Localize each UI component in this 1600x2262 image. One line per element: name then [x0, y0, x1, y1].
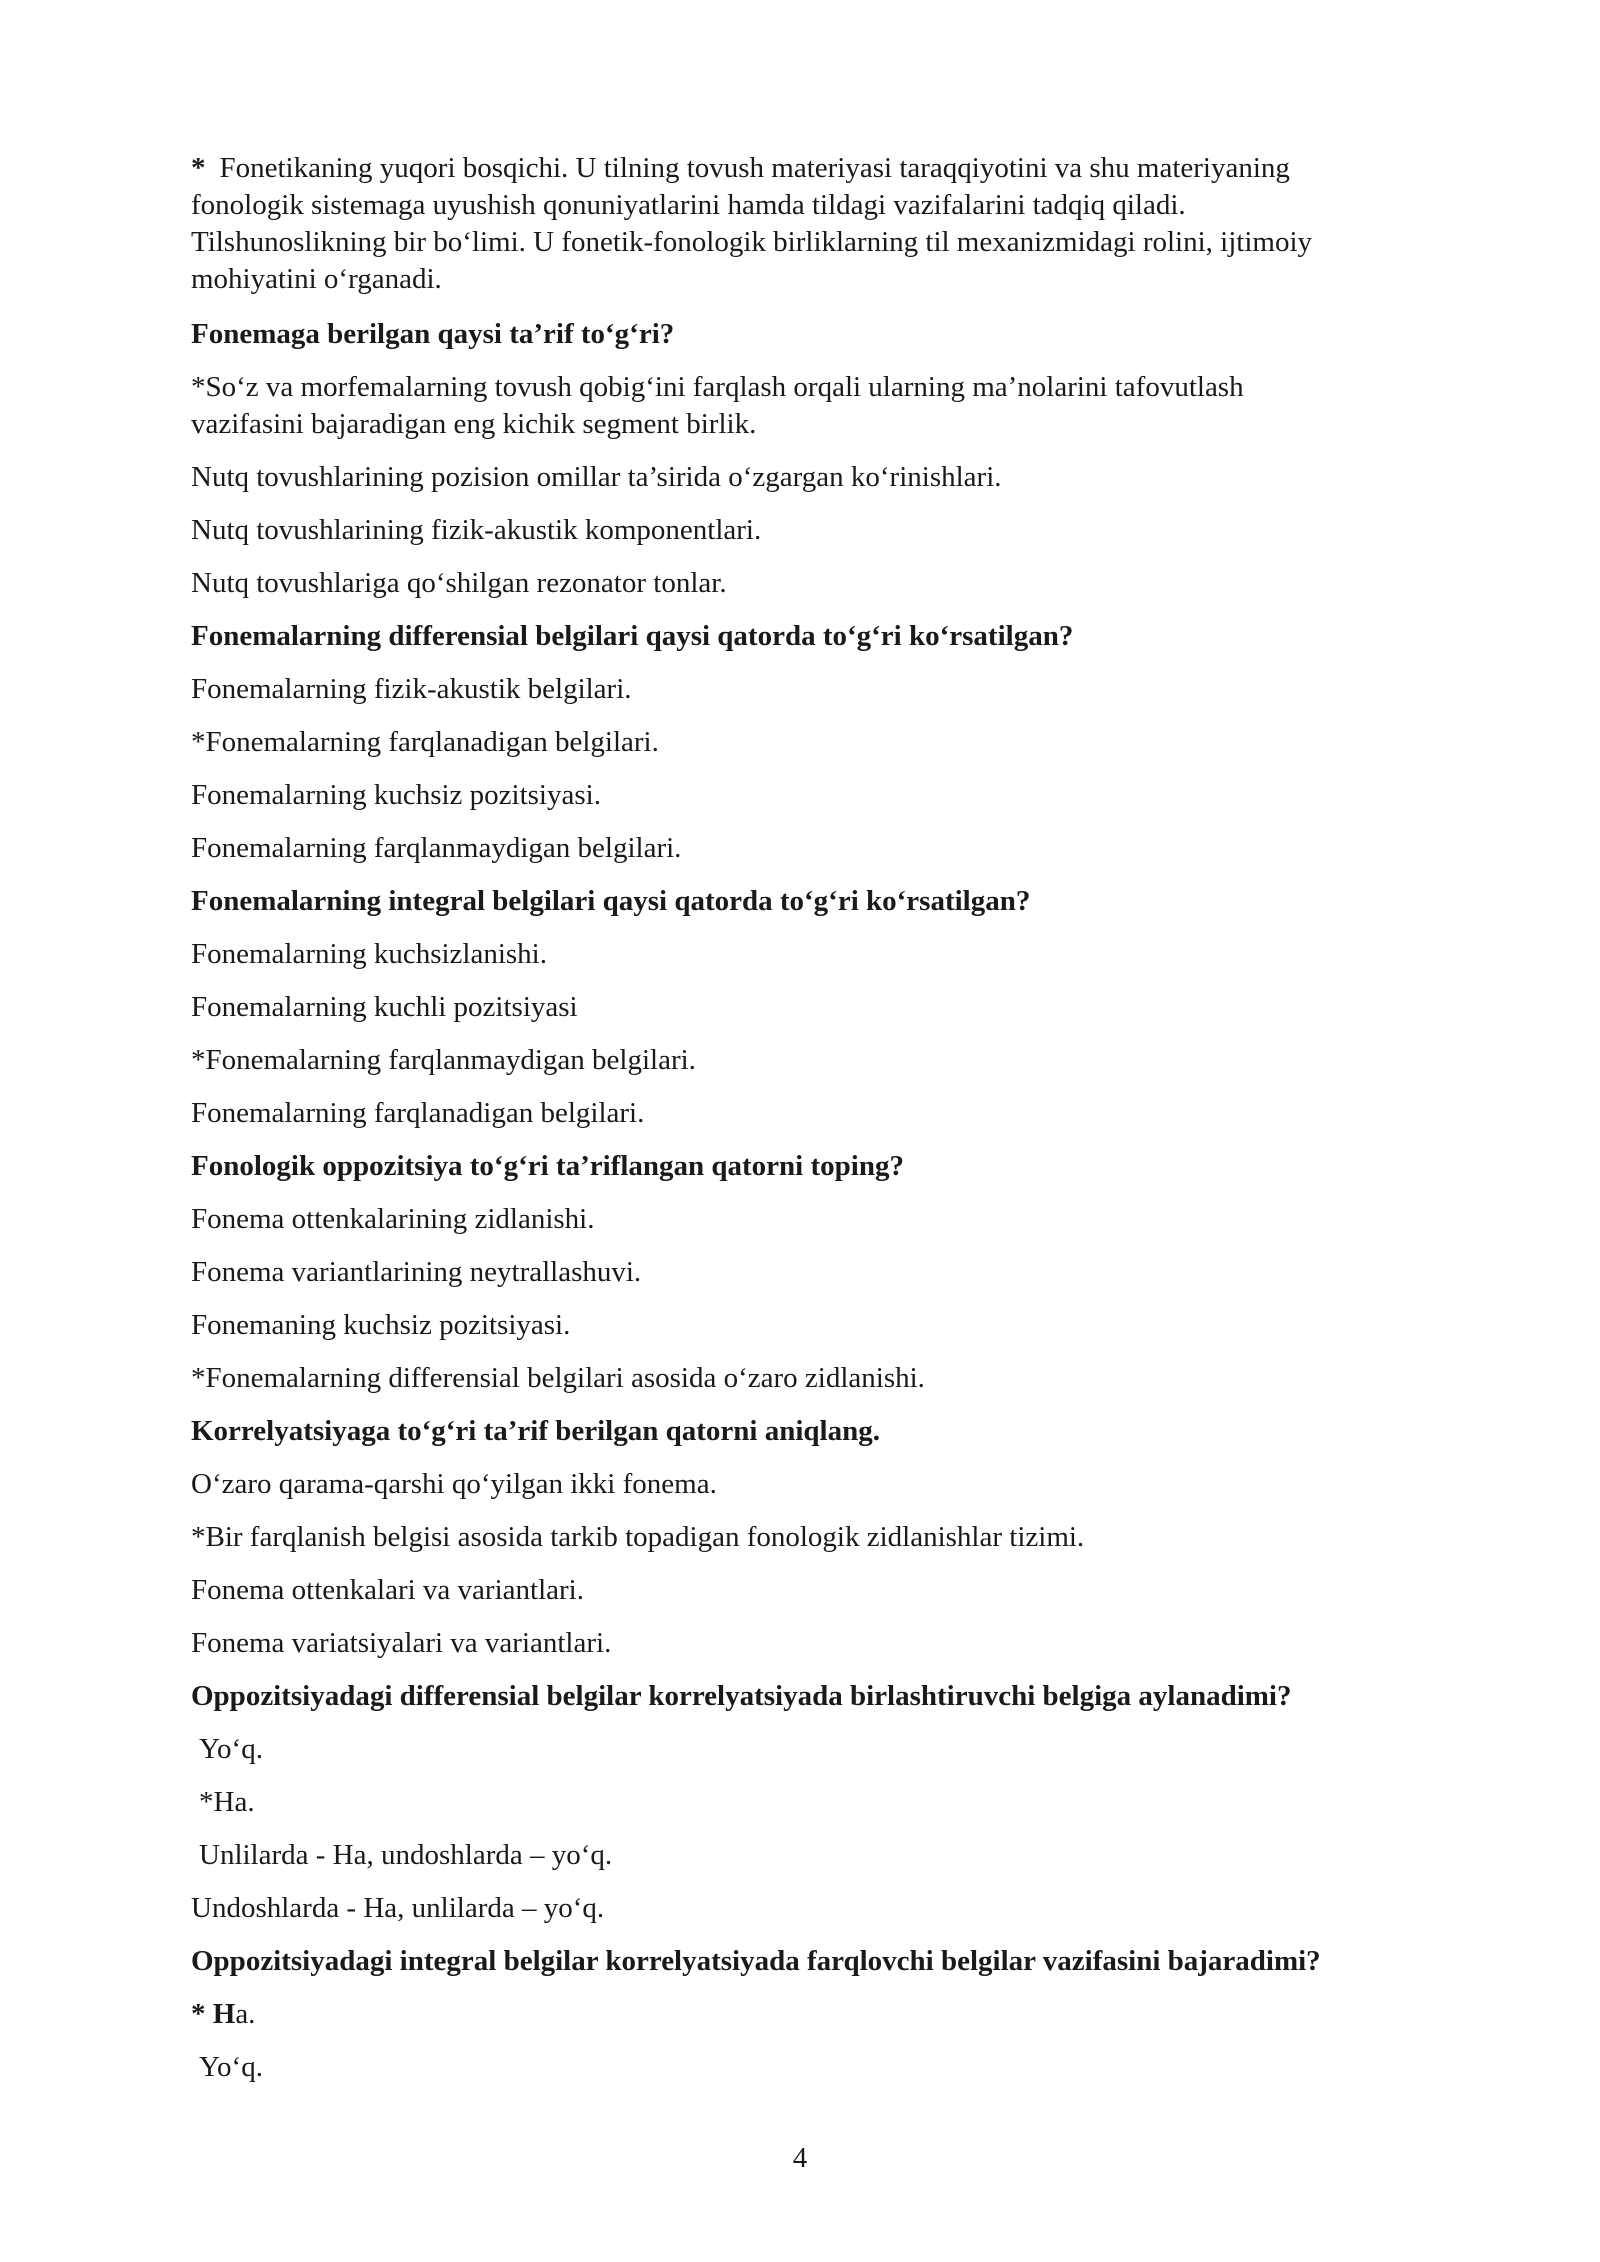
q2-answer-2: *Fonemalarning farqlanadigan belgilari.	[191, 726, 659, 758]
q7-answer-1-rest: a.	[235, 1998, 256, 2030]
q2-answer-4: Fonemalarning farqlanmaydigan belgilari.	[191, 832, 682, 864]
q4-answer-1: Fonema ottenkalarining zidlanishi.	[191, 1203, 595, 1235]
intro-line-1	[191, 150, 1481, 187]
q2-answer-1: Fonemalarning fizik-akustik belgilari.	[191, 673, 632, 705]
q3-answer-3: *Fonemalarning farqlanmaydigan belgilari.	[191, 1044, 696, 1076]
q2-answer-3: Fonemalarning kuchsiz pozitsiyasi.	[191, 779, 601, 811]
intro-star: *	[191, 152, 206, 184]
q5-answer-1: O‘zaro qarama-qarshi qo‘yilgan ikki fonema.	[191, 1468, 717, 1500]
intro-paragraph	[191, 150, 1481, 298]
question-3: Fonemalarning integral belgilari qaysi qatorda to‘g‘ri ko‘rsatilgan?	[191, 885, 1031, 917]
intro-line-2: fonologik sistemaga uyushish qonuniyatlarini hamda tildagi vazifalarini tadqiq qiladi.	[191, 189, 1186, 221]
q1-answer-2: Nutq tovushlarining pozision omillar ta’sirida o‘zgargan ko‘rinishlari.	[191, 461, 1002, 493]
document-page	[191, 150, 1481, 2102]
question-7: Oppozitsiyadagi integral belgilar korrelyatsiyada farqlovchi belgilar vazifasini bajaradimi?	[191, 1945, 1321, 1977]
question-4: Fonologik oppozitsiya to‘g‘ri ta’riflangan qatorni toping?	[191, 1150, 904, 1182]
q5-answer-4: Fonema variatsiyalari va variantlari.	[191, 1627, 612, 1659]
q6-answer-1: Yo‘q.	[199, 1733, 263, 1765]
q3-answer-1: Fonemalarning kuchsizlanishi.	[191, 938, 547, 970]
q1-answer-1-line-1: *So‘z va morfemalarning tovush qobig‘ini farqlash orqali ularning ma’nolarini tafovutlash	[191, 371, 1244, 403]
question-2: Fonemalarning differensial belgilari qaysi qatorda to‘g‘ri ko‘rsatilgan?	[191, 620, 1074, 652]
q4-answer-2: Fonema variantlarining neytrallashuvi.	[191, 1256, 642, 1288]
q3-answer-2: Fonemalarning kuchli pozitsiyasi	[191, 991, 578, 1023]
question-6: Oppozitsiyadagi differensial belgilar korrelyatsiyada birlashtiruvchi belgiga aylanadimi?	[191, 1680, 1292, 1712]
intro-line-3: Tilshunoslikning bir bo‘limi. U fonetik-fonologik birliklarning til mexanizmidagi rolini, ijtimoiy	[191, 226, 1313, 258]
q5-answer-2: *Bir farqlanish belgisi asosida tarkib topadigan fonologik zidlanishlar tizimi.	[191, 1521, 1085, 1553]
question-1: Fonemaga berilgan qaysi ta’rif to‘g‘ri?	[191, 318, 675, 350]
intro-line-4: mohiyatini o‘rganadi.	[191, 263, 442, 295]
q7-answer-1-bold: * H	[191, 1998, 236, 2030]
q1-answer-1	[191, 369, 1481, 443]
page-number: 4	[792, 2142, 808, 2174]
q7-answer-1	[191, 1996, 1481, 2033]
q6-answer-2: *Ha.	[199, 1786, 255, 1818]
q1-answer-4: Nutq tovushlariga qo‘shilgan rezonator tonlar.	[191, 567, 727, 599]
q7-answer-2: Yo‘q.	[199, 2051, 263, 2083]
q1-answer-1-line-2: vazifasini bajaradigan eng kichik segment birlik.	[191, 408, 757, 440]
q4-answer-3: Fonemaning kuchsiz pozitsiyasi.	[191, 1309, 571, 1341]
q1-answer-3: Nutq tovushlarining fizik-akustik komponentlari.	[191, 514, 762, 546]
q6-answer-4: Undoshlarda - Ha, unlilarda – yo‘q.	[191, 1892, 605, 1924]
q6-answer-3: Unlilarda - Ha, undoshlarda – yo‘q.	[199, 1839, 613, 1871]
q3-answer-4: Fonemalarning farqlanadigan belgilari.	[191, 1097, 645, 1129]
q4-answer-4: *Fonemalarning differensial belgilari asosida o‘zaro zidlanishi.	[191, 1362, 925, 1394]
question-5: Korrelyatsiyaga to‘g‘ri ta’rif berilgan qatorni aniqlang.	[191, 1415, 880, 1447]
q5-answer-3: Fonema ottenkalari va variantlari.	[191, 1574, 584, 1606]
intro-text-1: Fonetikaning yuqori bosqichi. U tilning tovush materiyasi taraqqiyotini va shu materiyaning	[219, 152, 1290, 184]
